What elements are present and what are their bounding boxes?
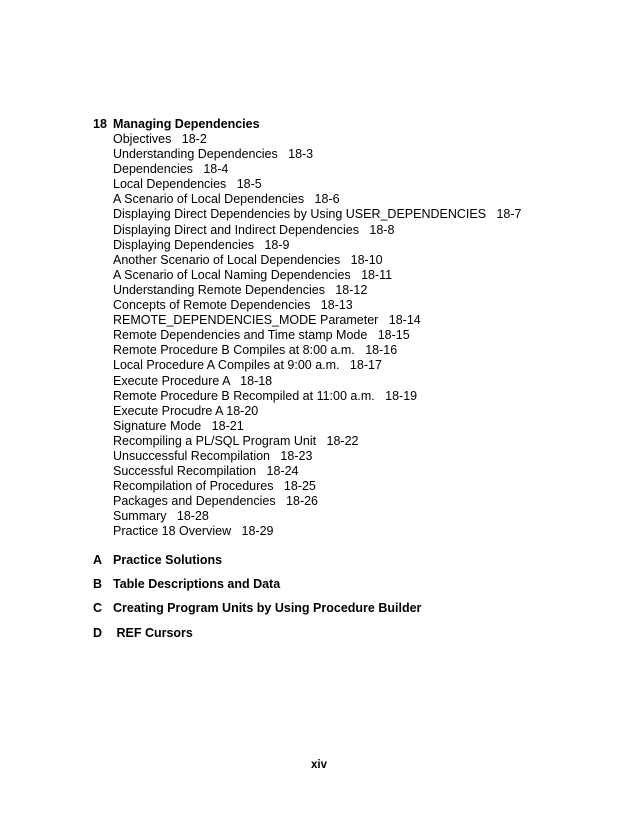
toc-entry: Dependencies 18-4 [113,162,229,177]
toc-entry: Concepts of Remote Dependencies 18-13 [113,298,353,313]
page-number: xiv [311,759,327,771]
toc-entry: Understanding Dependencies 18-3 [113,147,314,162]
appendix-d [93,625,193,641]
toc-entry: Recompilation of Procedures 18-25 [113,479,316,494]
toc-entry: Displaying Dependencies 18-9 [113,237,290,252]
toc-entry: Local Procedure A Compiles at 9:00 a.m. 18-17 [113,358,382,373]
appendix-a [93,552,222,568]
chapter-heading [93,116,522,132]
toc-entry: Another Scenario of Local Dependencies 18-10 [113,252,383,267]
toc-entry: Successful Recompilation 18-24 [113,464,299,479]
appendix-letter: B [93,577,103,591]
toc-entry: Packages and Dependencies 18-26 [113,494,319,509]
appendix-letter: D [93,626,103,640]
toc-entry: A Scenario of Local Dependencies 18-6 [113,192,340,207]
toc-entry: Remote Dependencies and Time stamp Mode 18-15 [113,328,410,343]
chapter-number: 18 [93,117,107,131]
toc-entry: Practice 18 Overview 18-29 [113,524,274,539]
appendix-title: Table Descriptions and Data [113,577,281,591]
appendix-b [93,576,280,592]
toc-entry: Understanding Remote Dependencies 18-12 [113,282,368,297]
chapter-18-section [93,116,522,540]
appendix-letter: C [93,601,103,615]
chapter-title: Managing Dependencies [113,117,260,131]
appendix-title: Creating Program Units by Using Procedure Builder [113,601,422,615]
toc-entry: Objectives 18-2 [113,132,207,146]
toc-entry: A Scenario of Local Naming Dependencies 18-11 [113,267,393,282]
toc-entry: Execute Procedure A 18-18 [113,373,273,388]
toc-entry: Summary 18-28 [113,509,209,524]
toc-entry: Remote Procedure B Recompiled at 11:00 a.m. 18-19 [113,388,418,403]
toc-entry: Signature Mode 18-21 [113,418,244,433]
toc-entry: Recompiling a PL/SQL Program Unit 18-22 [113,433,359,448]
appendix-letter: A [93,553,103,567]
toc-entry: Execute Procudre A 18-20 [113,403,259,418]
appendix-title: Practice Solutions [113,553,223,567]
toc-entry: Displaying Direct Dependencies by Using USER_DEPENDENCIES 18-7 [113,207,522,222]
toc-entry: Displaying Direct and Indirect Dependencies 18-8 [113,222,395,237]
appendix-c [93,600,421,616]
appendix-title: REF Cursors [113,626,193,640]
toc-entry: Local Dependencies 18-5 [113,177,262,192]
toc-entry: REMOTE_DEPENDENCIES_MODE Parameter 18-14 [113,313,421,328]
toc-entry: Unsuccessful Recompilation 18-23 [113,448,313,463]
chapter-entries-list [93,132,522,540]
toc-entry: Remote Procedure B Compiles at 8:00 a.m. 18-16 [113,343,398,358]
